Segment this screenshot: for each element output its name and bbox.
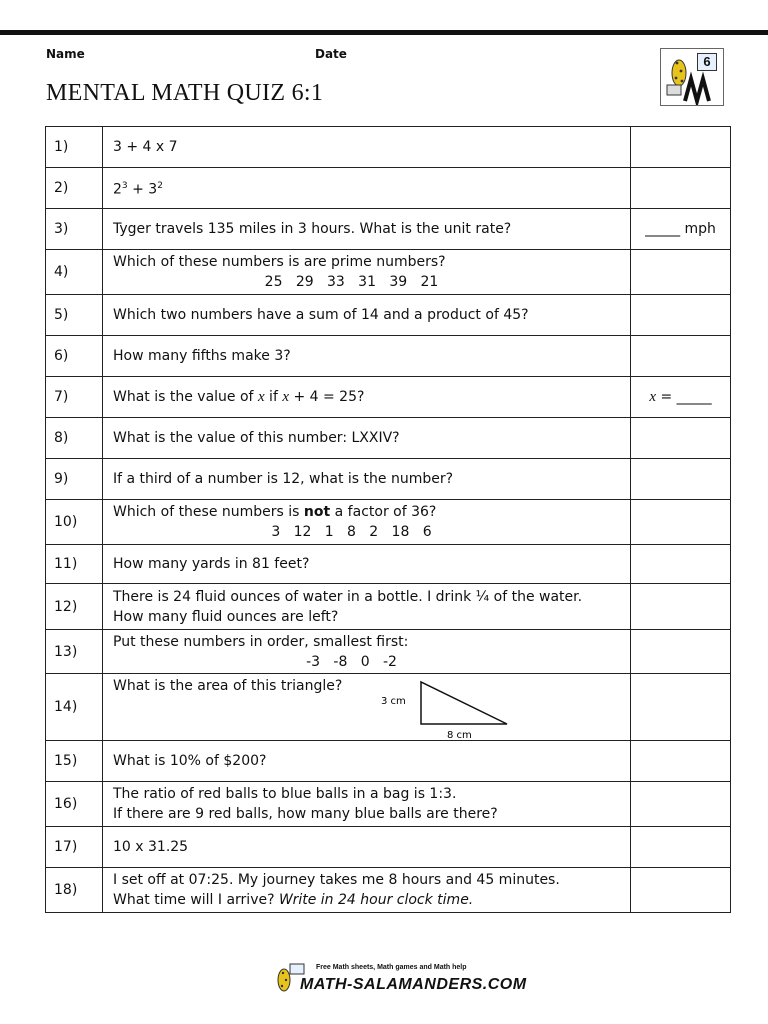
question-number: 16) bbox=[46, 782, 103, 827]
exponent-2: 2 bbox=[157, 181, 163, 192]
question-text bbox=[103, 782, 631, 827]
question-text bbox=[103, 630, 631, 674]
question-number: 13) bbox=[46, 630, 103, 674]
question-line-2: If there are 9 red balls, how many blue balls are there? bbox=[113, 806, 498, 822]
question-number: 18) bbox=[46, 868, 103, 913]
footer-logo bbox=[270, 962, 527, 1002]
question-text-part: if bbox=[264, 389, 283, 405]
table-row bbox=[46, 418, 731, 459]
question-number: 8) bbox=[46, 418, 103, 459]
question-text: What is 10% of $200? bbox=[103, 741, 631, 782]
question-number: 14) bbox=[46, 674, 103, 741]
base-1: 2 bbox=[113, 181, 122, 198]
table-row bbox=[46, 782, 731, 827]
question-text bbox=[103, 584, 631, 630]
question-text bbox=[103, 868, 631, 913]
answer-box[interactable]: _____ mph bbox=[631, 209, 731, 250]
question-text bbox=[103, 250, 631, 295]
answer-box[interactable] bbox=[631, 545, 731, 584]
triangle-base-label: 8 cm bbox=[447, 730, 472, 740]
question-number: 4) bbox=[46, 250, 103, 295]
triangle-diagram bbox=[373, 678, 513, 740]
answer-box[interactable] bbox=[631, 168, 731, 209]
table-row bbox=[46, 674, 731, 741]
footer-site-name[interactable]: MATH-SALAMANDERS.COM bbox=[300, 976, 527, 993]
triangle-height-label: 3 cm bbox=[381, 696, 406, 707]
question-number: 3) bbox=[46, 209, 103, 250]
table-row bbox=[46, 209, 731, 250]
question-number: 15) bbox=[46, 741, 103, 782]
table-row bbox=[46, 827, 731, 868]
table-row bbox=[46, 630, 731, 674]
question-text: How many fifths make 3? bbox=[103, 336, 631, 377]
question-number: 17) bbox=[46, 827, 103, 868]
question-number: 2) bbox=[46, 168, 103, 209]
answer-box[interactable] bbox=[631, 741, 731, 782]
question-text: Tyger travels 135 miles in 3 hours. What is the unit rate? bbox=[103, 209, 631, 250]
answer-box[interactable] bbox=[631, 295, 731, 336]
question-line-2: How many fluid ounces are left? bbox=[113, 608, 339, 625]
table-row bbox=[46, 127, 731, 168]
question-number: 10) bbox=[46, 500, 103, 545]
answer-box[interactable] bbox=[631, 868, 731, 913]
exponent-1: 3 bbox=[121, 181, 128, 192]
answer-box[interactable] bbox=[631, 674, 731, 741]
question-line-2: 3 12 1 8 2 18 6 bbox=[271, 524, 432, 540]
question-text bbox=[103, 168, 631, 209]
question-line-1: I set off at 07:25. My journey takes me 8 hours and 45 minutes. bbox=[113, 872, 560, 888]
table-row bbox=[46, 377, 731, 418]
table-row bbox=[46, 250, 731, 295]
table-row bbox=[46, 868, 731, 913]
top-rule bbox=[0, 30, 768, 35]
question-line-1: Which of these numbers is are prime numbers? bbox=[113, 254, 446, 270]
answer-box[interactable] bbox=[631, 500, 731, 545]
question-instruction: Write in 24 hour clock time. bbox=[278, 892, 474, 908]
question-number: 6) bbox=[46, 336, 103, 377]
variable-x: x bbox=[282, 389, 289, 405]
table-row bbox=[46, 459, 731, 500]
answer-box[interactable] bbox=[631, 418, 731, 459]
question-number: 12) bbox=[46, 584, 103, 630]
question-text-part: What is the value of bbox=[113, 389, 258, 405]
question-text: How many yards in 81 feet? bbox=[103, 545, 631, 584]
question-number: 11) bbox=[46, 545, 103, 584]
answer-box[interactable] bbox=[631, 377, 731, 418]
answer-blank: = _____ bbox=[656, 388, 712, 405]
question-number: 9) bbox=[46, 459, 103, 500]
footer-tagline: Free Math sheets, Math games and Math help bbox=[316, 964, 467, 971]
question-line-1: There is 24 fluid ounces of water in a bottle. I drink ¼ of the water. bbox=[113, 588, 583, 605]
question-text: Which two numbers have a sum of 14 and a product of 45? bbox=[103, 295, 631, 336]
question-line-2: What time will I arrive? bbox=[113, 892, 279, 908]
answer-box[interactable] bbox=[631, 459, 731, 500]
table-row bbox=[46, 545, 731, 584]
answer-box[interactable] bbox=[631, 782, 731, 827]
emphasis-not: not bbox=[303, 504, 331, 520]
question-text bbox=[103, 500, 631, 545]
variable-x: x bbox=[257, 389, 265, 405]
question-text: 10 x 31.25 bbox=[103, 827, 631, 868]
question-text: If a third of a number is 12, what is the number? bbox=[103, 459, 631, 500]
question-text bbox=[103, 377, 631, 418]
table-row bbox=[46, 295, 731, 336]
table-row bbox=[46, 168, 731, 209]
question-line-1: Put these numbers in order, smallest first: bbox=[113, 633, 409, 650]
question-text-part: a factor of 36? bbox=[330, 504, 437, 520]
question-line-1: What is the area of this triangle? bbox=[113, 678, 343, 694]
answer-box[interactable] bbox=[631, 250, 731, 295]
question-line-1: The ratio of red balls to blue balls in a bag is 1:3. bbox=[113, 786, 457, 802]
answer-box[interactable] bbox=[631, 584, 731, 630]
plus-sign: + bbox=[127, 181, 149, 198]
question-number: 1) bbox=[46, 127, 103, 168]
answer-box[interactable] bbox=[631, 630, 731, 674]
question-line-2: 25 29 33 31 39 21 bbox=[264, 274, 439, 290]
answer-box[interactable] bbox=[631, 127, 731, 168]
question-text bbox=[103, 674, 631, 741]
question-text-part: Which of these numbers is bbox=[113, 504, 304, 520]
question-text: 3 + 4 x 7 bbox=[103, 127, 631, 168]
base-2: 3 bbox=[148, 181, 158, 198]
question-text-part: + 4 = 25? bbox=[289, 389, 365, 405]
salamander-logo bbox=[660, 48, 724, 106]
question-number: 5) bbox=[46, 295, 103, 336]
triangle-shape bbox=[421, 682, 507, 724]
date-label: Date bbox=[315, 47, 347, 61]
table-row bbox=[46, 741, 731, 782]
table-row bbox=[46, 584, 731, 630]
answer-box[interactable] bbox=[631, 827, 731, 868]
answer-variable: x bbox=[649, 388, 657, 405]
quiz-table bbox=[45, 126, 731, 913]
grade-badge: 6 bbox=[697, 53, 717, 71]
table-row bbox=[46, 500, 731, 545]
answer-box[interactable] bbox=[631, 336, 731, 377]
name-label: Name bbox=[46, 47, 85, 61]
question-text: What is the value of this number: LXXIV? bbox=[103, 418, 631, 459]
question-line-2: -3 -8 0 -2 bbox=[306, 653, 397, 670]
question-number: 7) bbox=[46, 377, 103, 418]
page-title: MENTAL MATH QUIZ 6:1 bbox=[46, 80, 324, 106]
table-row bbox=[46, 336, 731, 377]
